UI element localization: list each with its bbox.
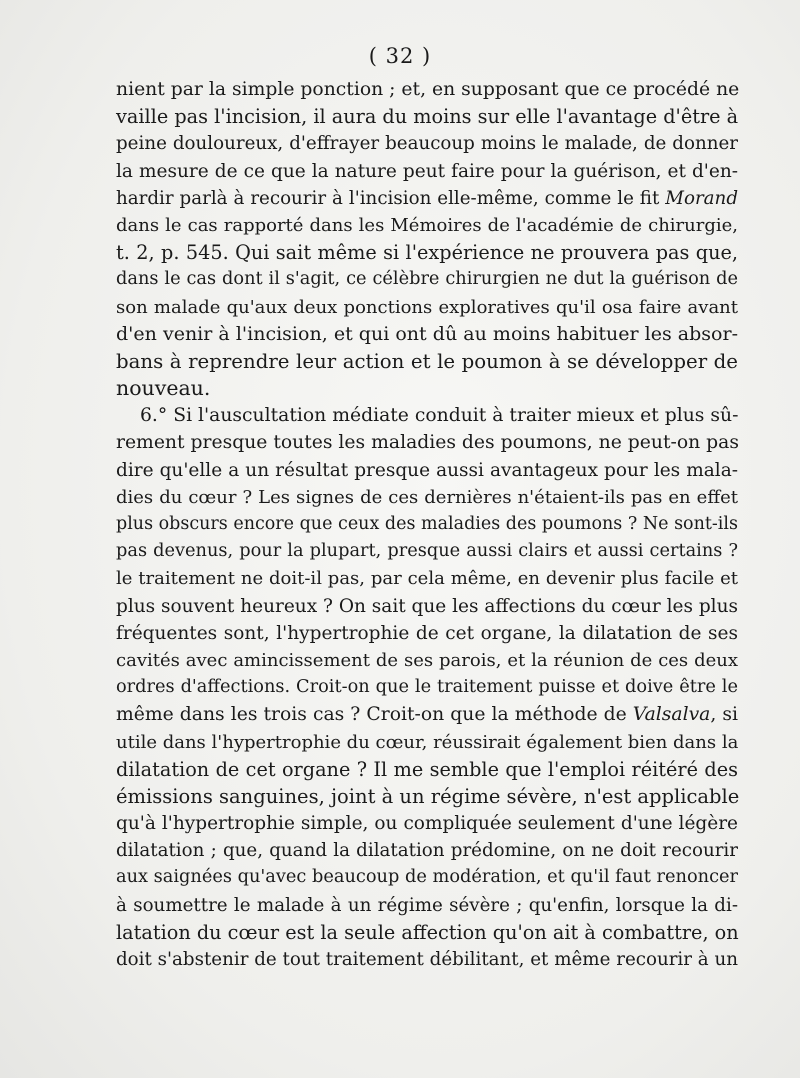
- text-line: fréquentes sont, l'hypertrophie de cet organe, la dilatation de ses: [116, 622, 738, 644]
- text-line: utile dans l'hypertrophie du cœur, réussirait également bien dans la: [116, 731, 739, 753]
- text-line: émissions sanguines, joint à un régime sévère, n'est applicable: [116, 784, 740, 808]
- text-line: t. 2, p. 545. Qui sait même si l'expérience ne prouvera pas que,: [116, 241, 738, 265]
- text-line-with-italic: [116, 701, 738, 728]
- text-line: à soumettre le malade à un régime sévère ; qu'enfin, lorsque la di-: [116, 894, 738, 916]
- text-line: le traitement ne doit-il pas, par cela même, en devenir plus facile et: [116, 568, 738, 590]
- text-fragment: hardir parlà à recourir à l'incision elle-même, comme le fit: [116, 187, 660, 209]
- body-text: [116, 76, 738, 973]
- text-line-with-italic: [116, 185, 738, 212]
- text-line: qu'à l'hypertrophie simple, ou compliquée seulement d'une légère: [116, 813, 738, 835]
- text-line: doit s'abstenir de tout traitement débilitant, et même recourir à un: [116, 949, 738, 970]
- text-line: plus souvent heureux ? On sait que les affections du cœur les plus: [116, 595, 738, 617]
- text-fragment: , si: [710, 704, 739, 726]
- text-line: aux saignées qu'avec beaucoup de modération, et qu'il faut renoncer: [116, 867, 738, 888]
- page-number: ( 32 ): [368, 44, 432, 68]
- text-line: dilatation ; que, quand la dilatation prédomine, on ne doit recourir: [116, 840, 738, 862]
- text-line: cavités avec amincissement de ses parois, et la réunion de ces deux: [116, 649, 738, 671]
- text-line: dans le cas dont il s'agit, ce célèbre chirurgien ne dut la guérison de: [116, 269, 738, 290]
- text-line: nouveau.: [116, 376, 211, 401]
- italic-name: Valsalva: [632, 704, 711, 726]
- italic-name: Morand: [665, 187, 738, 209]
- text-line: pas devenus, pour la plupart, presque aussi clairs et aussi certains ?: [116, 541, 738, 562]
- text-line: peine douloureux, d'effrayer beaucoup moins le malade, de donner: [116, 133, 738, 155]
- text-line: nient par la simple ponction ; et, en supposant que ce procédé ne: [116, 79, 740, 100]
- text-line: dans le cas rapporté dans les Mémoires de l'académie de chirurgie,: [116, 214, 738, 236]
- paragraph-1: [116, 76, 738, 402]
- text-line: dire qu'elle a un résultat presque aussi avantageux pour les mala-: [116, 459, 738, 481]
- paragraph-2: [116, 402, 738, 973]
- text-line: vaille pas l'incision, il aura du moins sur elle l'avantage d'être à: [116, 105, 739, 129]
- text-line: dilatation de cet organe ? Il me semble que l'emploi réitéré des: [116, 757, 738, 781]
- text-line: bans à reprendre leur action et le poumon à se développer de: [116, 349, 738, 373]
- text-line: rement presque toutes les maladies des poumons, ne peut-on pas: [116, 432, 739, 454]
- text-line: plus obscurs encore que ceux des maladies des poumons ? Ne sont-ils: [116, 514, 738, 534]
- text-line: 6.° Si l'auscultation médiate conduit à traiter mieux et plus sû-: [140, 405, 739, 427]
- text-line: ordres d'affections. Croit-on que le traitement puisse et doive être le: [116, 677, 738, 698]
- text-line: son malade qu'aux deux ponctions exploratives qu'il osa faire avant: [116, 296, 738, 318]
- text-line: dies du cœur ? Les signes de ces dernières n'étaient-ils pas en effet: [116, 486, 738, 508]
- text-line: la mesure de ce que la nature peut faire pour la guérison, et d'en-: [116, 160, 738, 182]
- text-fragment: même dans les trois cas ? Croit-on que la méthode de: [116, 704, 627, 726]
- text-line: d'en venir à l'incision, et qui ont dû au moins habituer les absor-: [116, 322, 738, 345]
- text-line: latation du cœur est la seule affection qu'on ait à combattre, on: [116, 920, 739, 944]
